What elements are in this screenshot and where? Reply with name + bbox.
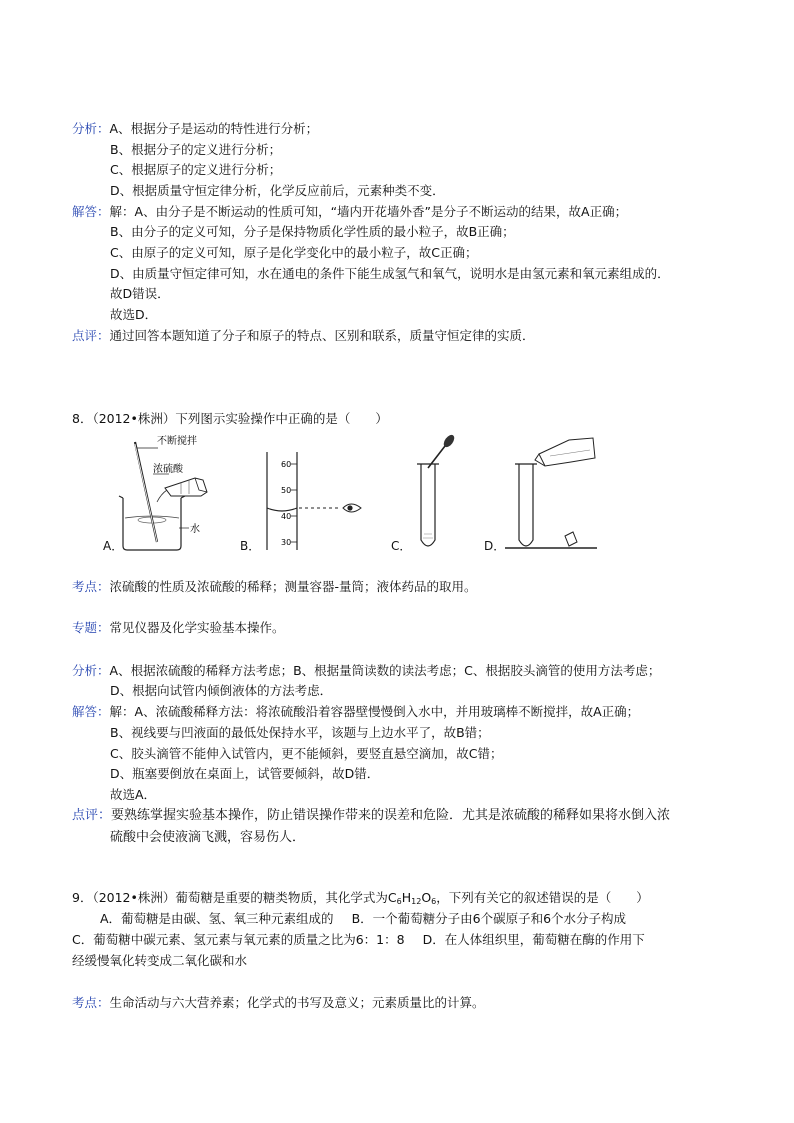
q9-kaodian-line	[72, 993, 732, 1013]
q9-option-a: A．葡萄糖是由碳、氢、氧三种元素组成的	[100, 911, 334, 926]
q9-kaodian-label: 考点：	[72, 995, 110, 1010]
q8-comment-1: 要熟练掌握实验基本操作，防止错误操作带来的误差和危险．尤其是浓硫酸的稀释如果将水倒入浓	[111, 808, 671, 823]
q8-comment-label: 点评：	[72, 808, 112, 823]
q9-kaodian: 生命活动与六大营养素；化学式的书写及意义；元素质量比的计算。	[109, 995, 485, 1010]
figure-a-stir-label: 不断搅拌	[157, 436, 197, 447]
figure-c-test-tube	[417, 433, 456, 546]
q7-comment-label: 点评：	[72, 328, 110, 343]
figure-b-cylinder	[267, 452, 361, 550]
q7-analysis-c: C、根据原子的定义进行分析；	[110, 162, 282, 177]
q9-question-post: ，下列有关它的叙述错误的是（ ）	[436, 890, 649, 905]
q8-kaodian-label: 考点：	[72, 579, 110, 594]
q8-answer-c: C、胶头滴管不能伸入试管内，更不能倾斜，要竖直悬空滴加，故C错；	[110, 746, 503, 761]
q7-comment: 通过回答本题知道了分子和原子的特点、区别和联系，质量守恒定律的实质．	[109, 328, 535, 343]
q8-analysis-label: 分析：	[72, 663, 110, 678]
figure-b-tick-60: 60	[281, 460, 292, 469]
q7-answer-c: C、由原子的定义可知，原子是化学变化中的最小粒子，故C正确；	[110, 245, 478, 260]
figure-a-water-label: 水	[190, 524, 200, 535]
q9-option-d-cont: 经缓慢氧化转变成二氧化碳和水	[72, 953, 248, 968]
figure-a-beaker	[119, 434, 207, 550]
q8-question: 8．（2012•株洲）下列图示实验操作中正确的是（ ）	[72, 411, 388, 426]
figure-a-label: A．	[103, 539, 124, 553]
q8-kaodian: 浓硫酸的性质及浓硫酸的稀释；测量容器-量筒；液体药品的取用。	[109, 579, 477, 594]
q9-option-b: B．一个葡萄糖分子由6个碳原子和6个水分子构成	[351, 911, 627, 926]
q8-answer-choice: 故选A．	[110, 787, 157, 802]
q7-analysis-d: D、根据质量守恒定律分析，化学反应前后，元素种类不变．	[110, 183, 445, 198]
q8-answer-a: 解：A、浓硫酸稀释方法：将浓硫酸沿着容器壁慢慢倒入水中，并用玻璃棒不断搅拌，故A正确；	[109, 704, 640, 719]
figure-b-tick-40: 40	[281, 512, 292, 521]
q9-option-c: C．葡萄糖中碳元素、氢元素与氧元素的质量之比为6：1：8	[72, 932, 405, 947]
q9-question-pre: 9．（2012•株洲）葡萄糖是重要的糖类物质，其化学式为C	[72, 890, 397, 905]
q7-analysis-a: A、根据分子是运动的特性进行分析；	[109, 121, 319, 136]
q7-answer-line-1	[72, 202, 732, 222]
q9-formula-h: H	[401, 890, 412, 905]
q8-zhuanti-line	[72, 618, 732, 638]
q7-answer-b: B、由分子的定义可知，分子是保持物质化学性质的最小粒子，故B正确；	[110, 224, 515, 239]
q8-analysis-a: A、根据浓硫酸的稀释方法考虑；B、根据量筒读数的读法考虑；C、根据胶头滴管的使用方法考虑；	[109, 663, 661, 678]
q7-answer-choice: 故选D．	[110, 307, 158, 322]
q9-formula-sub-o: 6	[431, 897, 437, 906]
q7-comment-line	[72, 326, 732, 346]
q7-answer-label: 解答：	[72, 204, 110, 219]
q8-zhuanti-label: 专题：	[72, 620, 110, 635]
q8-answer-line-1	[72, 702, 732, 722]
q8-zhuanti: 常见仪器及化学实验基本操作。	[109, 620, 285, 635]
figure-c-label: C．	[391, 539, 412, 553]
q9-formula-sub-h: 12	[411, 897, 422, 906]
q8-answer-label: 解答：	[72, 704, 110, 719]
q7-analysis-b: B、根据分子的定义进行分析；	[110, 142, 282, 157]
q8-analysis-d: D、根据向试管内倾倒液体的方法考虑．	[110, 683, 333, 698]
figure-d-pouring	[505, 438, 597, 548]
figure-b-label: B．	[240, 539, 261, 553]
q7-answer-d-cont: 故D错误．	[110, 286, 170, 301]
q8-figure	[95, 432, 615, 556]
figure-a-acid-label: 浓硫酸	[153, 464, 183, 475]
q8-comment-line-1	[72, 806, 732, 826]
q8-answer-b: B、视线要与凹液面的最低处保持水平，该题与上边水平了，故B错；	[110, 725, 490, 740]
q7-answer-a: 解：A、由分子是不断运动的性质可知，“墙内开花墙外香”是分子不断运动的结果，故A正确；	[109, 204, 628, 219]
q9-option-d: D．在人体组织里，葡萄糖在酶的作用下	[422, 932, 645, 947]
q8-comment-2: 硫酸中会使液滴飞溅，容易伤人．	[110, 830, 306, 845]
q8-answer-d: D、瓶塞要倒放在桌面上，试管要倾斜，故D错．	[110, 766, 380, 781]
figure-b-tick-30: 30	[281, 538, 292, 547]
q7-analysis-line-a	[72, 119, 732, 139]
figure-d-label: D．	[484, 539, 506, 553]
q8-analysis-line-1	[72, 661, 732, 681]
q9-options-ab	[100, 909, 740, 929]
q9-formula-sub-c: 6	[396, 897, 402, 906]
q7-analysis-label: 分析：	[72, 121, 110, 136]
q8-kaodian-line	[72, 577, 732, 597]
figure-b-tick-50: 50	[281, 486, 292, 495]
q9-question	[72, 888, 732, 908]
q9-options-cd	[72, 930, 732, 950]
q9-formula-o: O	[421, 890, 432, 905]
q7-answer-d: D、由质量守恒定律可知，水在通电的条件下能生成氢气和氧气，说明水是由氢元素和氧元素组成的．	[110, 266, 670, 281]
